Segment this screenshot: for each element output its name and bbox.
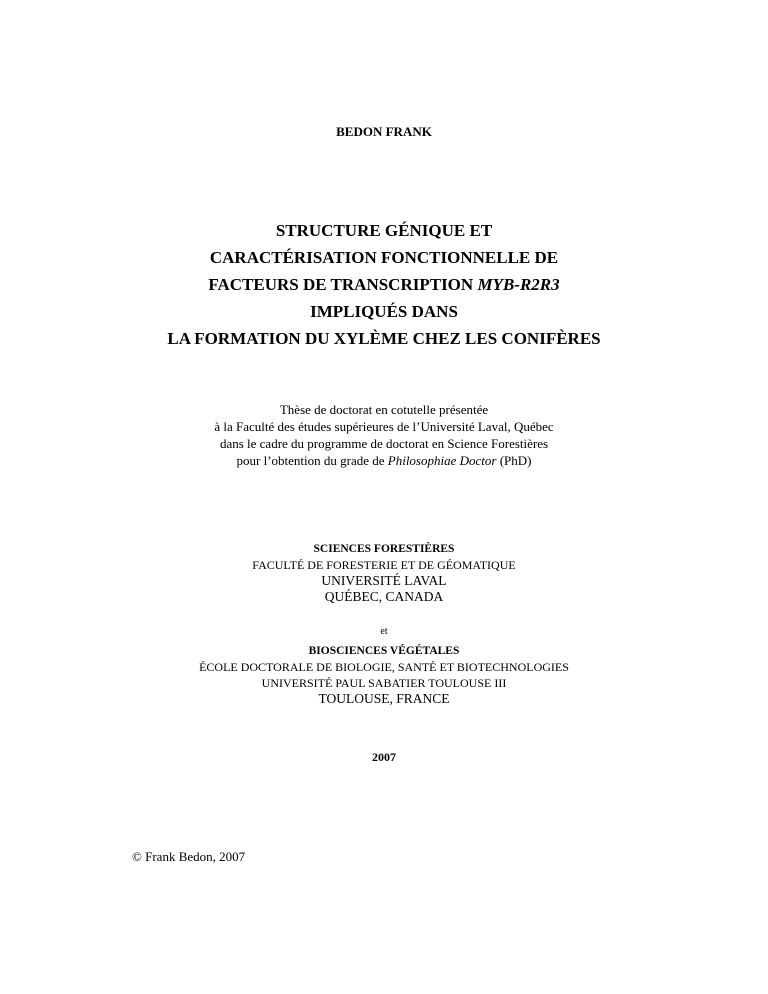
title-line-3-text: FACTEURS DE TRANSCRIPTION <box>208 275 478 294</box>
conjunction: et <box>380 626 388 637</box>
location-2: TOULOUSE, FRANCE <box>318 691 450 706</box>
institution-toulouse <box>0 643 768 707</box>
title-line-4: IMPLIQUÉS DANS <box>310 302 458 321</box>
thesis-line-3: dans le cadre du programme de doctorat en Science Forestières <box>219 436 549 451</box>
thesis-line-2: à la Faculté des études supérieures de l’Université Laval, Québec <box>214 419 554 434</box>
university-1: UNIVERSITÉ LAVAL <box>321 573 447 588</box>
title-line-3-gene: MYB-R2R3 <box>477 275 560 294</box>
degree-name: Philosophiae Doctor <box>387 453 497 468</box>
faculty-1: FACULTÉ DE FORESTERIE ET DE GÉOMATIQUE <box>252 558 516 572</box>
thesis-statement <box>0 401 768 469</box>
thesis-line-4-suffix: (PhD) <box>496 453 532 468</box>
department-1: SCIENCES FORESTIÈRES <box>313 543 455 555</box>
thesis-line-4-prefix: pour l’obtention du grade de <box>236 453 388 468</box>
thesis-line-1: Thèse de doctorat en cotutelle présentée <box>279 402 489 417</box>
thesis-title <box>0 217 768 352</box>
title-line-5: LA FORMATION DU XYLÈME CHEZ LES CONIFÈRES <box>167 329 601 348</box>
copyright-notice: © Frank Bedon, 2007 <box>132 849 246 864</box>
university-2: UNIVERSITÉ PAUL SABATIER TOULOUSE III <box>261 676 507 690</box>
title-line-3 <box>0 271 768 298</box>
title-line-1: STRUCTURE GÉNIQUE ET <box>275 221 493 240</box>
department-2: BIOSCIENCES VÉGÉTALES <box>308 645 460 657</box>
year: 2007 <box>372 750 396 764</box>
institution-laval <box>0 541 768 605</box>
title-line-2: CARACTÉRISATION FONCTIONNELLE DE <box>209 248 559 267</box>
location-1: QUÉBEC, CANADA <box>324 589 444 604</box>
school-2: ÉCOLE DOCTORALE DE BIOLOGIE, SANTÉ ET BIOTECHNOLOGIES <box>199 660 569 674</box>
author-name: BEDON FRANK <box>336 124 432 139</box>
thesis-line-4 <box>0 452 768 469</box>
